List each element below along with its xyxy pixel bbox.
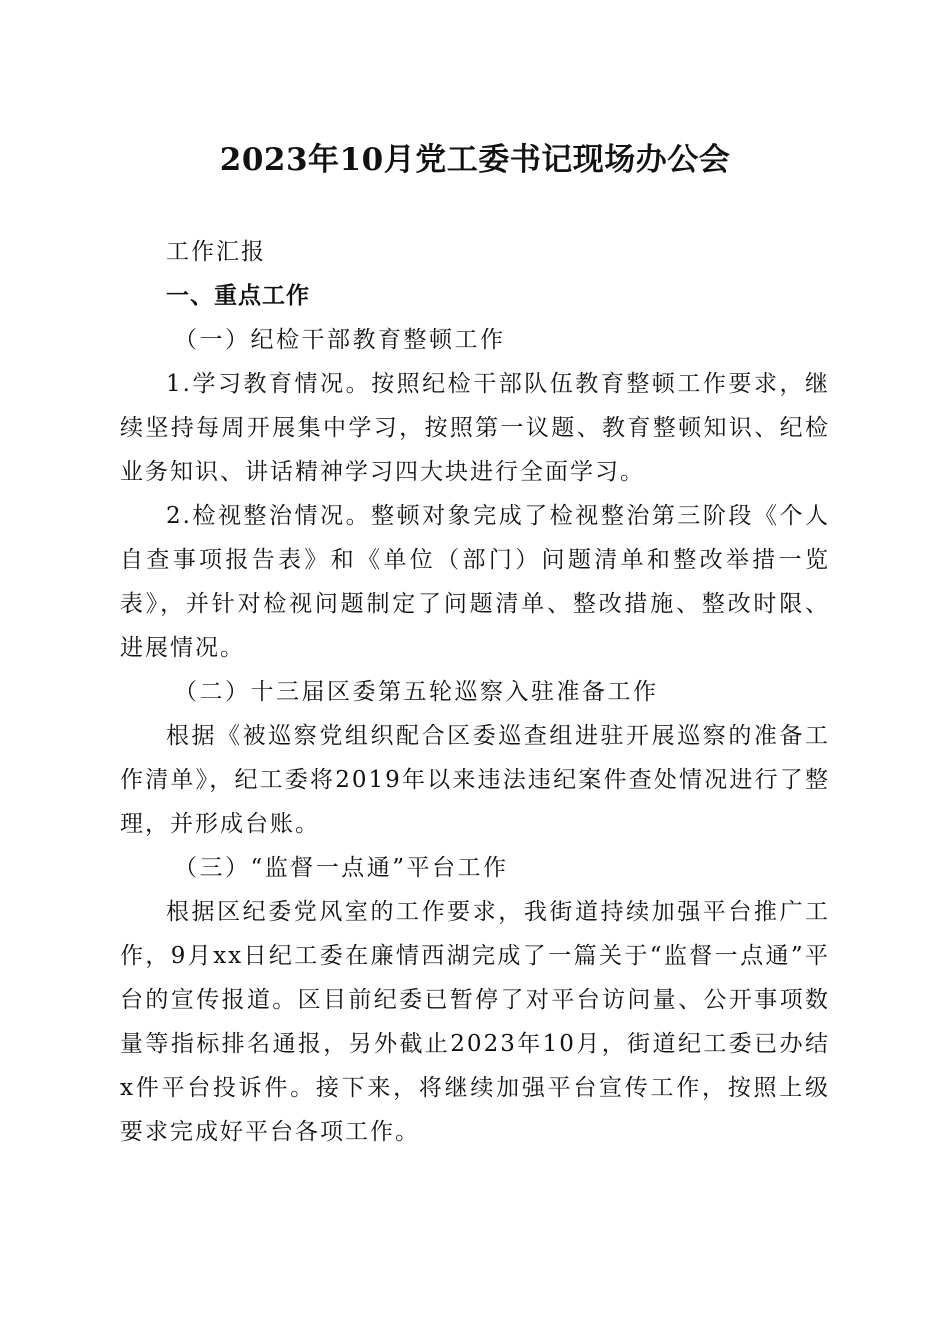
section-heading-key-work: 一、重点工作 bbox=[166, 282, 310, 309]
subheading-supervision-platform: （三）“监督一点通”平台工作 bbox=[174, 855, 509, 881]
document-title: 2023年10月党工委书记现场办公会 bbox=[219, 142, 731, 178]
document-body bbox=[120, 230, 830, 1154]
report-label: 工作汇报 bbox=[166, 239, 266, 265]
paragraph-supervision-platform: 根据区纪委党风室的工作要求，我街道持续加强平台推广工作，9月xx日纪工委在廉情西湖完成了一篇关于“监督一点通”平台的宣传报道。区目前纪委已暂停了对平台访问量、公开事项数量等指标排名通报，另外截止2023年10月，街道纪工委已办结x件平台投诉件。接下来，将继续加强平台宣传工作，按照上级要求完成好平台各项工作。 bbox=[120, 899, 830, 1145]
subheading-inspection-preparation: （二）十三届区委第五轮巡察入驻准备工作 bbox=[174, 679, 659, 705]
paragraph-inspection-preparation: 根据《被巡察党组织配合区委巡查组进驻开展巡察的准备工作清单》，纪工委将2019年以来违法违纪案件查处情况进行了整理，并形成台账。 bbox=[120, 723, 830, 837]
paragraph-study-education: 1.学习教育情况。按照纪检干部队伍教育整顿工作要求，继续坚持每周开展集中学习，按照第一议题、教育整顿知识、纪检业务知识、讲话精神学习四大块进行全面学习。 bbox=[120, 371, 830, 485]
paragraph-inspection-rectification: 2.检视整治情况。整顿对象完成了检视整治第三阶段《个人自查事项报告表》和《单位（部门）问题清单和整改举措一览表》，并针对检视问题制定了问题清单、整改措施、整改时限、进展情况。 bbox=[120, 503, 830, 661]
subheading-education-rectification: （一）纪检干部教育整顿工作 bbox=[174, 327, 506, 353]
